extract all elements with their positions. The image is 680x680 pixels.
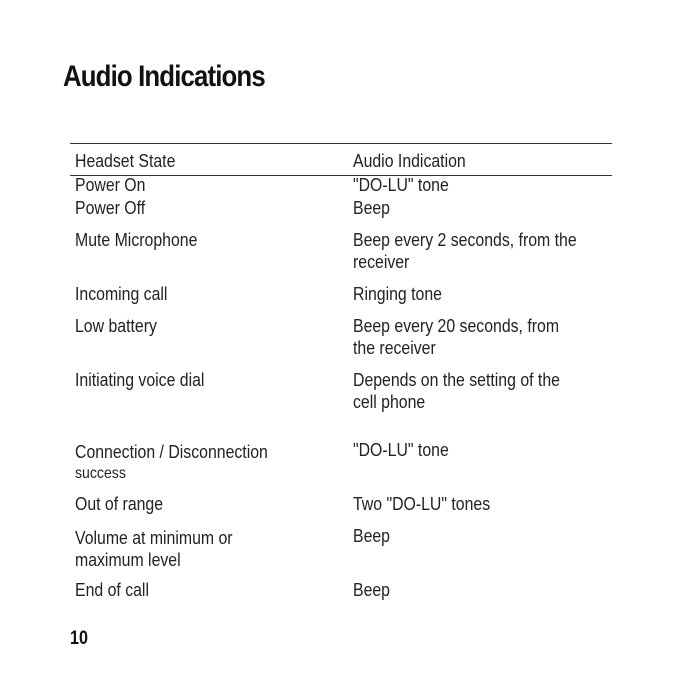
header-headset-state: Headset State: [75, 151, 176, 171]
row-indication-line: Depends on the setting of the: [353, 370, 560, 390]
row-indication: Beep: [353, 580, 391, 600]
row-indication-line: the receiver: [353, 338, 436, 358]
row-indication: "DO-LU" tone: [353, 440, 449, 460]
row-indication: Beep: [353, 526, 391, 546]
page-title: Audio Indications: [63, 60, 265, 93]
row-indication: Beep: [353, 198, 391, 218]
header-bottom-rule: [70, 175, 612, 176]
row-state: Low battery: [75, 316, 157, 336]
row-indication-line: Beep every 20 seconds, from: [353, 316, 560, 336]
row-indication: Two "DO-LU" tones: [353, 494, 491, 514]
row-indication: Ringing tone: [353, 284, 442, 304]
row-state: Power On: [75, 175, 146, 195]
row-state-line: Connection / Disconnection: [75, 442, 268, 462]
row-state-line: maximum level: [75, 550, 181, 570]
row-state: Power Off: [75, 198, 146, 218]
row-indication-line: cell phone: [353, 392, 426, 412]
page-number: 10: [70, 628, 88, 649]
row-indication-line: Beep every 2 seconds, from the: [353, 230, 577, 250]
row-indication-line: receiver: [353, 252, 410, 272]
table-top-rule: [70, 143, 612, 144]
row-state: [75, 527, 233, 571]
row-indication: [353, 315, 559, 359]
row-state: [75, 441, 268, 485]
row-state: Out of range: [75, 494, 164, 514]
row-state: Incoming call: [75, 284, 168, 304]
row-state: Mute Microphone: [75, 230, 198, 250]
row-state-line: Volume at minimum or: [75, 528, 233, 548]
row-indication: [353, 369, 560, 413]
row-state: End of call: [75, 580, 149, 600]
row-state-line: success: [75, 465, 126, 482]
row-indication: "DO-LU" tone: [353, 175, 449, 195]
row-indication: [353, 229, 577, 273]
header-audio-indication: Audio Indication: [353, 151, 466, 171]
row-state: Initiating voice dial: [75, 370, 205, 390]
